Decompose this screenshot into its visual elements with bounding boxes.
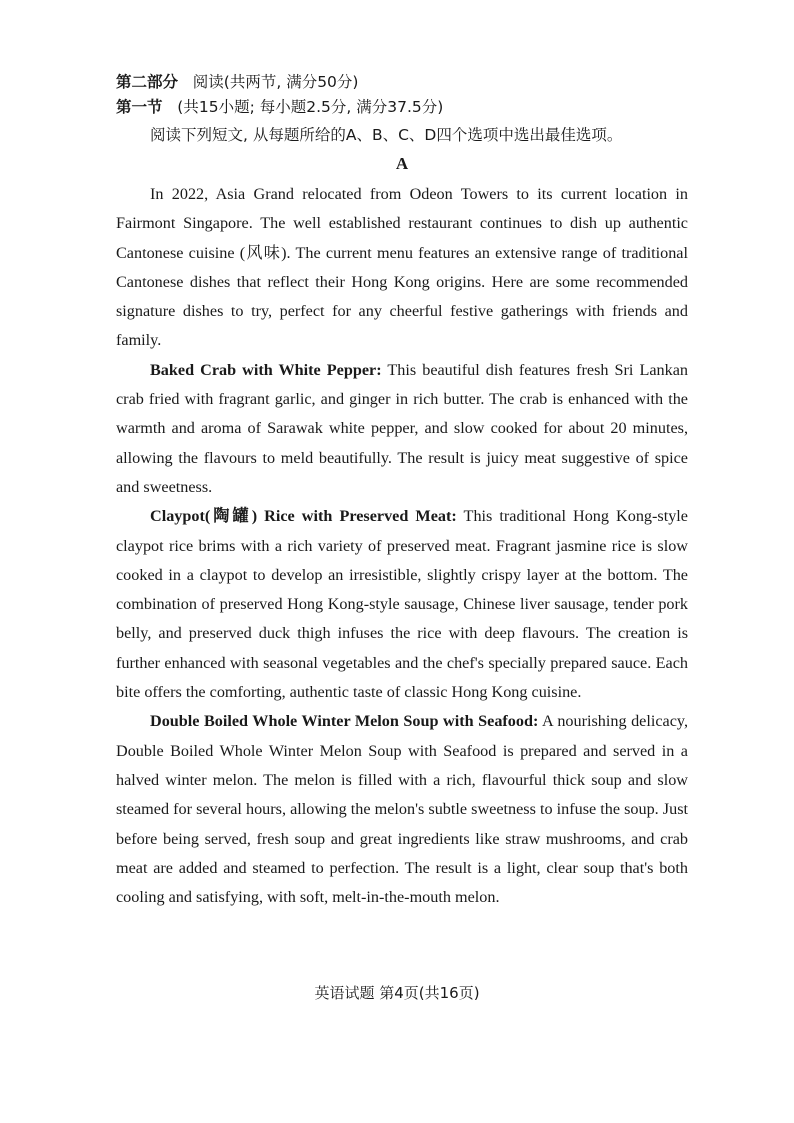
passage-letter: A [395,154,409,173]
dish-paragraph [116,356,688,502]
part-title: 第二部分 [116,73,179,91]
section-header [116,70,688,95]
dish-name: Baked Crab with White Pepper: [150,360,382,379]
dish-description: A nourishing delicacy, Double Boiled Whole Winter Melon Soup with Seafood is prepared and served in a halved winter melon. The melon is filled with a rich, flavourful thick soup and slow steamed for several hours, allowing the melon's subtle sweetness to infuse the soup. Just before being served, fresh soup and great ingredients like straw mushrooms, and crab meat are added and steamed to perfection. The result is a light, clear soup that's both cooling and satisfying, with soft, melt-in-the-mouth melon. [116,712,688,907]
dish-paragraph [116,707,688,912]
dish-paragraph [116,502,688,707]
dish-description: This traditional Hong Kong-style claypot rice brims with a rich variety of preserved meat. Fragrant jasmine rice is slow cooked in a claypot to develop an irresistible, slightly crispy layer at the bottom. The combination of preserved Hong Kong-style sausage, Chinese liver sausage, tender pork belly, and preserved duck thigh infuses the rice with deep flavours. The creation is further enhanced with seasonal vegetables and the chef's specially prepared sauce. Each bite offers the comforting, authentic taste of classic Hong Kong cuisine. [116,507,688,702]
reading-instruction: 阅读下列短文, 从每题所给的A、B、C、D四个选项中选出最佳选项。 [150,126,623,144]
exam-page-content [116,70,688,912]
dish-name: Claypot(陶罐) Rice with Preserved Meat: [150,507,457,526]
subsection-header [116,95,688,120]
part-description: 阅读(共两节, 满分50分) [192,73,359,91]
subsection-title: 第一节 [116,98,163,116]
dish-description: This beautiful dish features fresh Sri Lankan crab fried with fragrant garlic, and ginger in rich butter. The crab is enhanced with the warmth and aroma of Sarawak white pepper, and slow cooked for about 20 minutes, allowing the flavours to meld beautifully. The result is juicy meat suggestive of spice and sweetness. [116,360,688,496]
subsection-description: (共15小题; 每小题2.5分, 满分37.5分) [177,98,444,116]
page-footer: 英语试题 第4页(共16页) [314,984,480,1002]
passage-intro-paragraph: In 2022, Asia Grand relocated from Odeon Towers to its current location in Fairmont Singapore. The well established restaurant continues to dish up authentic Cantonese cuisine (风味). The current menu features an extensive range of traditional Cantonese dishes that reflect their Hong Kong origins. Here are some recommended signature dishes to try, perfect for any cheerful festive gatherings with friends and family. [116,185,688,350]
dish-name: Double Boiled Whole Winter Melon Soup with Seafood: [150,712,539,731]
